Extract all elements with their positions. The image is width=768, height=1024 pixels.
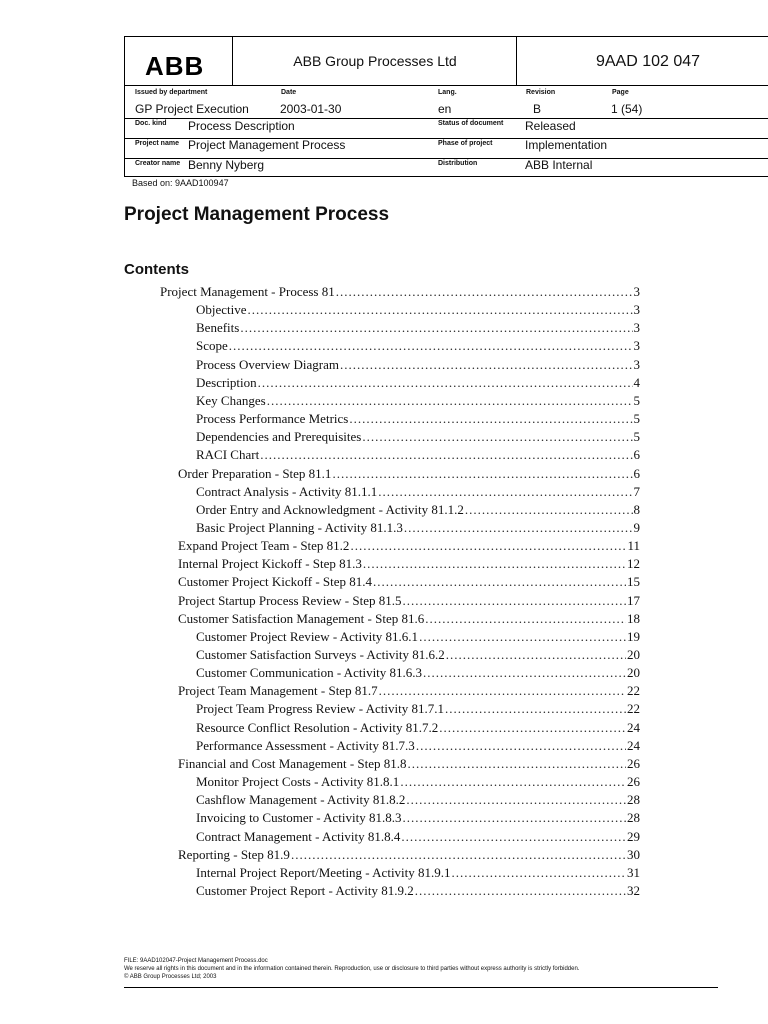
toc-leader-dots xyxy=(248,302,633,318)
toc-leader-dots xyxy=(240,320,632,336)
toc-entry[interactable] xyxy=(178,756,640,774)
toc-entry-page: 32 xyxy=(627,882,640,898)
toc-entry[interactable] xyxy=(178,611,640,629)
footer-file: FILE: 9AAD102047-Project Management Process.doc xyxy=(124,958,268,964)
phase-value: Implementation xyxy=(525,138,608,152)
toc-entry[interactable] xyxy=(178,466,640,484)
toc-entry[interactable] xyxy=(178,847,640,865)
toc-entry-title: Customer Project Review - Activity 81.6.1 xyxy=(196,628,419,644)
toc-leader-dots xyxy=(408,756,626,772)
based-on-note: Based on: 9AAD100947 xyxy=(132,178,229,188)
toc-entry-title: Invoicing to Customer - Activity 81.8.3 xyxy=(196,810,402,826)
toc-entry-page: 24 xyxy=(627,719,640,735)
toc-entry-page: 12 xyxy=(627,556,640,572)
toc-entry[interactable] xyxy=(196,375,640,393)
phase-label: Phase of project xyxy=(438,140,493,147)
toc-leader-dots xyxy=(229,338,633,354)
toc-entry[interactable] xyxy=(196,338,640,356)
toc-entry-page: 22 xyxy=(627,701,640,717)
toc-entry-page: 17 xyxy=(627,592,640,608)
toc-entry-title: Contract Analysis - Activity 81.1.1 xyxy=(196,483,378,499)
toc-entry-title: Customer Satisfaction Management - Step 81.6 xyxy=(178,610,425,626)
toc-leader-dots xyxy=(416,738,626,754)
toc-entry-page: 19 xyxy=(627,628,640,644)
toc-leader-dots xyxy=(425,611,626,627)
toc-leader-dots xyxy=(373,574,626,590)
toc-leader-dots xyxy=(378,484,632,500)
toc-entry-title: Basic Project Planning - Activity 81.1.3 xyxy=(196,519,403,535)
doc-kind-value: Process Description xyxy=(188,119,295,133)
toc-entry-title: Order Preparation - Step 81.1 xyxy=(178,465,332,481)
toc-entry-title: Customer Project Kickoff - Step 81.4 xyxy=(178,574,373,590)
toc-entry-title: Internal Project Report/Meeting - Activity 81.9.1 xyxy=(196,864,451,880)
toc-entry-title: Contract Management - Activity 81.8.4 xyxy=(196,828,401,844)
toc-entry-page: 30 xyxy=(627,846,640,862)
toc-leader-dots xyxy=(350,538,626,554)
toc-entry[interactable] xyxy=(196,665,640,683)
page-label: Page xyxy=(612,89,629,96)
toc-entry-title: Project Management - Process 81 xyxy=(160,284,335,299)
toc-entry-page: 7 xyxy=(633,483,640,499)
toc-entry-title: Internal Project Kickoff - Step 81.3 xyxy=(178,556,362,572)
toc-entry-title: Cashflow Management - Activity 81.8.2 xyxy=(196,792,406,808)
toc-leader-dots xyxy=(404,520,633,536)
toc-entry-page: 4 xyxy=(633,374,640,390)
page-value: 1 (54) xyxy=(611,102,643,116)
date-value: 2003-01-30 xyxy=(280,102,342,116)
toc-leader-dots xyxy=(452,865,626,881)
toc-entry-page: 8 xyxy=(633,501,640,517)
toc-entry[interactable] xyxy=(196,829,640,847)
toc-entry-title: Process Performance Metrics xyxy=(196,411,349,427)
toc-entry[interactable] xyxy=(178,538,640,556)
footer-rule xyxy=(124,987,718,988)
toc-entry-page: 6 xyxy=(633,447,640,463)
toc-entry-page: 5 xyxy=(633,392,640,408)
date-label: Date xyxy=(281,89,297,96)
document-header-table xyxy=(124,36,768,177)
project-name-value: Project Management Process xyxy=(188,138,346,152)
revision-value: B xyxy=(533,102,542,116)
toc-entry-title: Key Changes xyxy=(196,392,266,408)
toc-entry-page: 20 xyxy=(627,647,640,662)
status-value: Released xyxy=(525,119,576,133)
toc-entry-title: Financial and Cost Management - Step 81.8 xyxy=(178,755,407,771)
toc-entry[interactable] xyxy=(196,447,640,465)
lang-value: en xyxy=(438,102,452,116)
toc-entry-title: Scope xyxy=(196,338,228,354)
toc-entry-page: 15 xyxy=(627,574,640,590)
toc-leader-dots xyxy=(401,829,626,845)
toc-entry-title: Process Overview Diagram xyxy=(196,356,339,372)
toc-entry[interactable] xyxy=(196,792,640,810)
toc-entry-page: 18 xyxy=(627,610,640,626)
divider xyxy=(125,85,768,86)
status-label: Status of document xyxy=(438,120,504,127)
distribution-label: Distribution xyxy=(438,160,478,167)
toc-entry[interactable] xyxy=(196,701,640,719)
toc-entry-page: 28 xyxy=(627,810,640,826)
toc-entry[interactable] xyxy=(196,647,640,665)
toc-leader-dots xyxy=(446,647,626,663)
toc-entry-title: Project Team Management - Step 81.7 xyxy=(178,683,378,699)
toc-entry-title: Customer Project Report - Activity 81.9.2 xyxy=(196,882,414,898)
abb-logo: ABB xyxy=(145,51,205,81)
toc-entry[interactable] xyxy=(196,865,640,883)
toc-leader-dots xyxy=(340,357,633,373)
toc-entry[interactable] xyxy=(178,593,640,611)
toc-entry[interactable] xyxy=(178,574,640,592)
toc-entry-page: 3 xyxy=(633,302,640,318)
toc-leader-dots xyxy=(332,466,632,482)
toc-leader-dots xyxy=(402,810,626,826)
toc-leader-dots xyxy=(403,593,627,609)
toc-entry-page: 9 xyxy=(633,519,640,535)
toc-leader-dots xyxy=(439,720,626,736)
toc-entry-page: 28 xyxy=(627,792,640,808)
toc-entry-page: 5 xyxy=(633,429,640,445)
toc-entry-title: Expand Project Team - Step 81.2 xyxy=(178,538,350,554)
toc-entry[interactable] xyxy=(196,484,640,502)
toc-entry-title: Dependencies and Prerequisites xyxy=(196,429,362,445)
toc-entry[interactable] xyxy=(196,429,640,447)
toc-entry[interactable] xyxy=(196,502,640,520)
toc-entry-title: Customer Satisfaction Surveys - Activity 81.6.2 xyxy=(196,647,445,662)
creator-value: Benny Nyberg xyxy=(188,158,265,172)
toc-leader-dots xyxy=(445,701,626,717)
toc-leader-dots xyxy=(415,883,626,899)
toc-leader-dots xyxy=(465,502,633,518)
toc-leader-dots xyxy=(336,284,633,300)
toc-leader-dots xyxy=(291,847,626,863)
toc-leader-dots xyxy=(362,429,632,445)
toc-entry-page: 29 xyxy=(627,828,640,844)
toc-entry-page: 3 xyxy=(633,356,640,372)
toc-entry-title: Performance Assessment - Activity 81.7.3 xyxy=(196,737,415,753)
toc-entry-page: 22 xyxy=(627,683,640,699)
toc-leader-dots xyxy=(406,792,626,808)
toc-entry-title: RACI Chart xyxy=(196,447,260,463)
toc-entry[interactable] xyxy=(196,302,640,320)
revision-label: Revision xyxy=(526,89,556,96)
toc-leader-dots xyxy=(349,411,632,427)
toc-leader-dots xyxy=(423,665,626,681)
toc-entry[interactable] xyxy=(196,393,640,411)
toc-entry-page: 24 xyxy=(627,737,640,753)
toc-entry[interactable] xyxy=(196,411,640,429)
project-name-label: Project name xyxy=(135,140,179,147)
doc-kind-label: Doc. kind xyxy=(135,120,167,127)
toc-entry[interactable] xyxy=(196,720,640,738)
toc-entry-title: Reporting - Step 81.9 xyxy=(178,846,290,862)
toc-entry-page: 5 xyxy=(633,411,640,427)
distribution-value: ABB Internal xyxy=(525,158,593,172)
page-title: Project Management Process xyxy=(124,204,390,225)
page-footer xyxy=(124,957,579,981)
toc-leader-dots xyxy=(419,629,626,645)
toc-entry-title: Resource Conflict Resolution - Activity 81.7.2 xyxy=(196,719,439,735)
creator-label: Creator name xyxy=(135,160,181,167)
toc-leader-dots xyxy=(267,393,633,409)
toc-entry-page: 26 xyxy=(627,774,640,790)
toc-entry-title: Description xyxy=(196,374,257,390)
toc-entry-page: 31 xyxy=(627,864,640,880)
toc-entry-page: 3 xyxy=(633,320,640,336)
toc-entry-page: 6 xyxy=(633,465,640,481)
toc-entry-title: Project Startup Process Review - Step 81.5 xyxy=(178,592,402,608)
toc-entry[interactable] xyxy=(196,883,640,901)
toc-entry-page: 26 xyxy=(627,755,640,771)
document-id: 9AAD 102 047 xyxy=(595,53,701,70)
toc-leader-dots xyxy=(260,447,632,463)
toc-entry-title: Monitor Project Costs - Activity 81.8.1 xyxy=(196,774,400,790)
toc-entry-title: Customer Communication - Activity 81.6.3 xyxy=(196,665,423,681)
toc-entry[interactable] xyxy=(196,774,640,792)
toc-entry-title: Project Team Progress Review - Activity 81.7.1 xyxy=(196,701,444,717)
lang-label: Lang. xyxy=(438,89,457,96)
toc-leader-dots xyxy=(363,556,626,572)
issued-by-label: Issued by department xyxy=(135,89,208,96)
toc-entry-page: 3 xyxy=(633,338,640,354)
toc-entry[interactable] xyxy=(178,683,640,701)
toc-entry-page: 11 xyxy=(627,538,640,554)
toc-entry-title: Objective xyxy=(196,302,247,318)
toc-entry-page: 3 xyxy=(633,284,640,299)
toc-entry[interactable] xyxy=(196,320,640,338)
toc-entry[interactable] xyxy=(196,629,640,647)
company-name: ABB Group Processes Ltd xyxy=(293,53,457,69)
issued-by-value: GP Project Execution xyxy=(135,102,249,116)
toc-entry[interactable] xyxy=(196,810,640,828)
toc-entry-page: 20 xyxy=(627,665,640,681)
toc-entry[interactable] xyxy=(196,738,640,756)
toc-entry[interactable] xyxy=(196,520,640,538)
toc-entry-title: Order Entry and Acknowledgment - Activity 81.1.2 xyxy=(196,501,464,517)
footer-copyright: © ABB Group Processes Ltd; 2003 xyxy=(124,974,217,980)
footer-rights: We reserve all rights in this document and in the information contained therein. Reproduction, use or disclosure to third parties without express authority is strictly forbidden. xyxy=(124,966,580,972)
toc-entry[interactable] xyxy=(160,284,640,302)
toc-entry[interactable] xyxy=(196,357,640,375)
toc-leader-dots xyxy=(400,774,626,790)
toc-leader-dots xyxy=(379,683,626,699)
toc-entry[interactable] xyxy=(178,556,640,574)
contents-heading: Contents xyxy=(124,261,189,278)
toc-entry-title: Benefits xyxy=(196,320,240,336)
toc-leader-dots xyxy=(258,375,633,391)
